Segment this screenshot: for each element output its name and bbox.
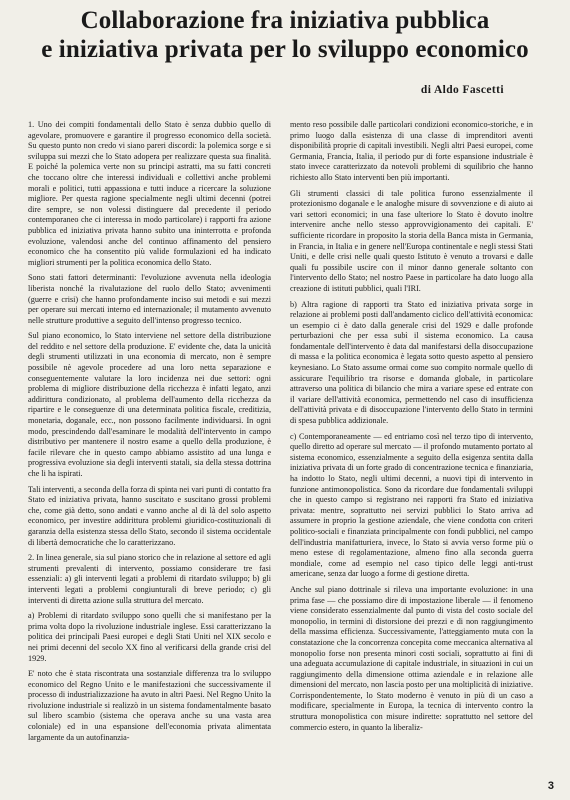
- article-title: [30, 6, 540, 64]
- paragraph: 1. Uno dei compiti fondamentali dello Stato è senza dubbio quello di agevolare, promuovere e garantire il progresso economico della società. Su questo punto non credo vi siano pareri discordi: la polemica sorge e si sviluppa sui mezzi che lo Stato adopera per realizzare questa sua finalità. E poiché la polemica verte non su principi astratti, ma su fatti concreti che toccano oltre che interessi individuali e collettivi anche problemi morali e politici, tutti appassiona e tutti induce a ricercare la soluzione migliore. Per questa ragione specialmente negli ultimi decenni (potrei dire sempre, se non volessi distinguere dal precedente il periodo contemporaneo che ci interessa in modo particolare) i rapporti fra azione pubblica ed iniziativa privata hanno subito una ininterrotta e profonda evoluzione, valendosi anche del continuo affinamento del pensiero economico che ha consentito più valide formulazioni ed ha indicato migliori strumenti per la politica economica dello Stato.: [28, 120, 271, 267]
- paragraph: Tali interventi, a seconda della forza di spinta nei vari punti di contatto fra Stato ed iniziativa privata, hanno suscitato e suscitano grossi problemi che, come già detto, sono andati e vanno anche al di là del solo aspetto economico, per investire addirittura problemi giuridico-costituzionali di garanzia della esistenza stessa dello Stato, secondo il sistema occidentale di libertà democratiche che lo caratterizzano.: [28, 484, 271, 547]
- paragraph: Gli strumenti classici di tale politica furono essenzialmente il protezionismo doganale e le analoghe misure di sovvenzione e di aiuto ai vari settori economici; in una fase ulteriore lo Stato è dovuto inoltre intervenire anche nello stesso approvvigionamento dei capitali. E' sufficiente ricordare in proposito la storia della Banca mista in Germania, in Francia, in Italia e in genere nell'Europa continentale e negli stessi Stati Uniti, e delle crisi nelle quali questo Istituto è venuto a trovarsi e dalle quali fu possibile uscire con il minor danno generale soltanto con l'intervento dello Stato; nel nostro Paese in particolare ha dato luogo alla creazione di istituti pubblici, quali l'IRI.: [290, 188, 533, 293]
- paragraph: Sul piano economico, lo Stato interviene nel settore della distribuzione del reddito e nel settore della produzione. E' evidente che, data la unicità degli strumenti utilizzati in una economia di mercato, non è sempre possibile nè agevole procedere ad una loro netta separazione e conseguentemente valutare la loro incidenza nei due settori: ogni problema di migliore distribuzione della ricchezza è infatti legato, anzi addirittura condizionato, al problema dell'aumento della ricchezza da ripartire e le conseguenze di una determinata politica fiscale, creditizia, monetaria, doganale, ecc., non possono facilmente individuarsi. In ogni modo, prescindendo dall'esaminare le modalità dell'intervento in campo distributivo per mantenere il nostro esame a quello della produzione, è facile rilevare che in questo campo abbiamo assistito ad una lunga e progressiva evoluzione sia degli interventi statali, sia della stessa dottrina che li ha ispirati.: [28, 331, 271, 478]
- paragraph: E' noto che è stata riscontrata una sostanziale differenza tra lo sviluppo economico del Regno Unito e le manifestazioni che successivamente il processo di industrializzazione ha avuto in altri Paesi. Nel Regno Unito la rivoluzione industriale si realizzò in un sistema fondamentalmente basato sul libero scambio (sistema che operava anche su una vasta area coloniale) ed in una espansione dell'economia privata alimentata largamente da un autofinanzia-: [28, 669, 271, 742]
- author-byline: di Aldo Fascetti: [420, 84, 504, 96]
- paragraph: b) Altra ragione di rapporti tra Stato ed iniziativa privata sorge in relazione ai problemi posti dall'andamento ciclico dell'attività economica: un esempio ci è dato dalla generale crisi del 1929 e dalle profonde perturbazioni che per essa subì il sistema economico. La causa fondamentale dell'intervento è data dal manifestarsi della disoccupazione di massa e la politica economica è legata sotto questo aspetto al pensiero keynesiano. Lo Stato assume ormai come suo compito normale quello di assicurare l'equilibrio tra risorse e domanda globale, in particolare attraverso una politica di bilancio che mira a variare spese ed entrate con il variare dell'attività economica, permettendo nel caso di insufficienza dell'attività privata e di disoccupazione l'intervento dello Stato in termini di spesa pubblica addizionale.: [290, 299, 533, 426]
- paragraph: 2. In linea generale, sia sul piano storico che in relazione al settore ed agli strumenti prevalenti di intervento, possiamo considerare tre fasi essenziali: a) gli interventi legati a problemi di ritardato sviluppo; b) gli interventi legati a problemi congiunturali di breve periodo; c) gli interventi di diretta azione sulla struttura del mercato.: [28, 553, 271, 605]
- title-line-2: e iniziativa privata per lo sviluppo economico: [41, 36, 529, 63]
- left-text-column: [28, 120, 271, 790]
- title-line-1: Collaborazione fra iniziativa pubblica: [80, 7, 490, 34]
- page-number: 3: [547, 780, 554, 792]
- paragraph: mento reso possibile dalle particolari condizioni economico-storiche, e in primo luogo dalla esistenza di una classe di imprenditori aventi disponibilità proprie di capitali investibili. Negli altri Paesi europei, come Germania, Francia, Italia, il periodo pur di forte espansione industriale è stato invece caratterizzato da notevoli problemi di squilibrio che hanno richiesto allo Stato interventi ben più importanti.: [290, 120, 533, 182]
- paragraph: Anche sul piano dottrinale si rileva una importante evoluzione: in una prima fase — che possiamo dire di impostazione liberale — il fenomeno viene considerato essenzialmente dal punto di vista del costo sociale del monopolio, in termini di distorsione dei prezzi e di non raggiungimento della massima efficienza. Successivamente, l'atteggiamento muta con la constatazione che la concorrenza concepita come meccanica alternativa al monopolio forse non presenta minori costi sociali, soprattutto ai fini di una adeguata accumulazione di capitale industriale, in situazioni in cui un raggiungimento della dimensione ottima aziendale e in relazione alle dimensioni del mercato, non lascia posto per una moltiplicità di iniziative. Corrispondentemente, lo Stato moderno è venuto in più di un caso a modificare, specialmente in Europa, la tecnica di intervento contro la struttura monopolistica con misure indirette: soprattutto nel settore del commercio estero, in quanto la liberaliz-: [290, 584, 533, 732]
- right-text-column: [290, 120, 533, 790]
- paragraph: c) Contemporaneamente — ed entriamo così nel terzo tipo di intervento, quello diretto ad operare sul mercato — il profondo mutamento portato al sistema economico, essenzialmente a seguito della esigenza sentita dalla iniziativa privata di un forte grado di concentrazione tecnica e finanziaria, ha indotto lo Stato, negli ultimi decenni, a nuovi tipi di intervento in funzione antimonopolistica. Sono da ricordare due fondamentali sviluppi che in questo campo si registrano nei rapporti fra Stato ed iniziativa privata: mentre, soprattutto nei servizi pubblici lo Stato arriva ad assumere in proprio la gestione aziendale, che viene condotta con criteri politico-sociali e finanziata principalmente con fondi pubblici, nel campo dell'industria manifatturiera, invece, lo Stato si avvia verso forme più o meno estese di regolamentazione, almeno fino alla seconda guerra mondiale, come ad esempio nel caso tipico delle leggi anti-trust americane, senza dar luogo a forme di gestione diretta.: [290, 431, 533, 579]
- paragraph: a) Problemi di ritardato sviluppo sono quelli che si manifestano per la prima volta dopo la rivoluzione industriale inglese. Essi caratterizzano la politica dei principali Paesi europei e degli Stati Uniti nel XIX secolo e nei primi decenni del secolo XX fino al verificarsi della grande crisi del 1929.: [28, 611, 271, 663]
- paragraph: Sono stati fattori determinanti: l'evoluzione avvenuta nella ideologia liberista nonché la rivalutazione del ruolo dello Stato; avvenimenti (guerre e crisi) che hanno profondamente inciso sui metodi e sui mezzi per operare sui mercati interno ed internazionale; il mutamento avvenuto nelle strutture produttive a seguito dell'intenso progresso tecnico.: [28, 273, 271, 325]
